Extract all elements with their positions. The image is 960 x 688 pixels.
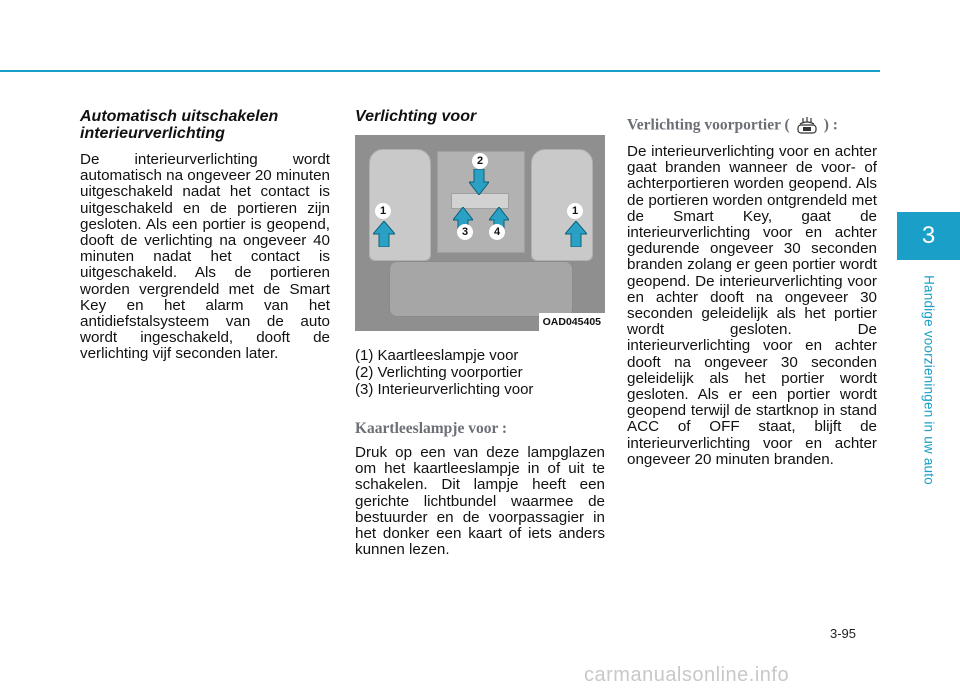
subheading-door-lamp-suffix: ) : (823, 116, 838, 134)
list-item-1: (1) Kaartleeslampje voor (355, 347, 519, 364)
column-door-lighting (627, 108, 877, 468)
paragraph-map-lamp: Druk op een van deze lampglazen om het kaartleeslampje in of uit te schakelen. Dit lampje heeft een gerichte lichtbundel waarmee de bestuurder en de voorpassagier in het donker een kaart of iets anders kunnen lezen. (355, 444, 605, 559)
chapter-tab: 3 (897, 212, 960, 260)
paragraph-door-lamp: De interieurverlichting voor en achter gaat branden wanneer de voor- of achterportieren worden geopend. Als de portieren worden ontgrendeld met de Smart Key, gaat de interieurverlichting voor en achter gedurende ongeveer 30 seconden branden zolang er geen portier wordt geopend. De interieurverlichting voor en achter dooft na ongeveer 30 seconden geleidelijk als het portier wordt gesloten. De interieurverlichting voor en achter dooft na ongeveer 30 seconden geleidelijk als het portier wordt gesloten. Als er een portier wordt geopend terwijl de startknop in stand ACC of OFF staat, blijft de interieurverlichting voor en achter ongeveer 20 minuten branden. (627, 143, 877, 468)
paragraph-auto-off: De interieurverlichting wordt automatisch na ongeveer 20 minuten uitgeschakeld nadat het contact is uitgeschakeld en de portieren zijn gesloten. Als een portier is geopend, dooft de verlichting na ongeveer 40 minuten nadat het contact is uitgeschakeld. Als de portieren worden vergrendeld met de Smart Key en het alarm van het antidiefstalsysteem van de auto wordt ingeschakeld, dooft de verlichting vijf seconden later. (80, 151, 330, 363)
arrow-1-left-icon (373, 221, 395, 247)
arrow-2-icon (469, 169, 489, 195)
section-heading-front-lighting: Verlichting voor (355, 108, 477, 125)
door-lamp-icon (794, 116, 820, 136)
arrow-1-right-icon (565, 221, 587, 247)
column-front-lighting (355, 108, 605, 558)
callout-4: 4 (489, 224, 505, 240)
figure-code: OAD045405 (539, 313, 605, 331)
callout-1-right: 1 (567, 203, 583, 219)
callout-1-left: 1 (375, 203, 391, 219)
subheading-door-lamp (627, 116, 877, 136)
chapter-title: Handige voorzieningen in uw auto (921, 275, 937, 485)
watermark: carmanualsonline.info (584, 664, 790, 686)
subheading-map-lamp: Kaartleeslampje voor : (355, 420, 508, 437)
callout-3: 3 (457, 224, 473, 240)
sunglass-holder (389, 261, 573, 317)
list-item-3: (3) Interieurverlichting voor (355, 381, 534, 398)
list-item-2: (2) Verlichting voorportier (355, 364, 523, 381)
header-rule (0, 70, 880, 72)
column-auto-off (80, 108, 330, 363)
callout-2: 2 (472, 153, 488, 169)
overhead-console-figure (355, 135, 605, 331)
section-heading-auto-off: Automatisch uitschakelen interieurverlichting (80, 108, 279, 142)
page-number: 3-95 (830, 626, 857, 641)
subheading-door-lamp-text: Verlichting voorportier ( (627, 116, 790, 134)
